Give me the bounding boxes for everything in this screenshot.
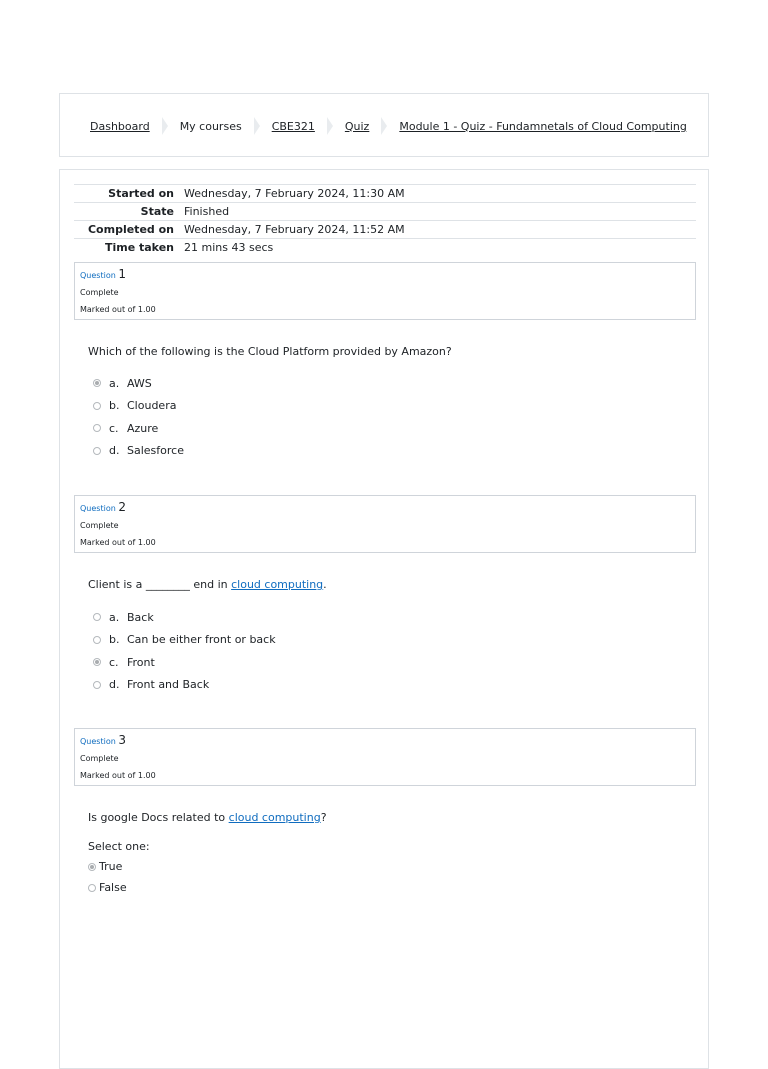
attempt-summary-table xyxy=(74,184,696,256)
answer-option[interactable]: a. AWS xyxy=(93,372,184,395)
answer-option[interactable]: a. Back xyxy=(93,606,276,629)
radio-icon[interactable] xyxy=(93,447,101,455)
answer-option-false[interactable]: False xyxy=(88,877,150,898)
radio-icon[interactable] xyxy=(93,636,101,644)
answer-option[interactable]: b. Cloudera xyxy=(93,395,184,418)
question-marked: Marked out of 1.00 xyxy=(80,305,156,314)
question-2-info xyxy=(74,495,696,553)
breadcrumb-card xyxy=(59,93,709,157)
question-3-text: Is google Docs related to cloud computing? xyxy=(88,811,327,824)
radio-icon[interactable] xyxy=(88,884,96,892)
summary-row-completed xyxy=(74,221,696,239)
select-one-label: Select one: xyxy=(88,840,150,853)
summary-row-started xyxy=(74,185,696,203)
breadcrumb-quiz-module[interactable]: Module 1 - Quiz - Fundamnetals of Cloud Computing xyxy=(399,119,687,133)
question-marked: Marked out of 1.00 xyxy=(80,538,156,547)
question-number: Question 3 xyxy=(80,733,126,747)
summary-value: Wednesday, 7 February 2024, 11:52 AM xyxy=(184,223,405,236)
answer-option[interactable]: b. Can be either front or back xyxy=(93,629,276,652)
breadcrumb-separator-icon xyxy=(162,117,168,135)
question-2-text: Client is a ________ end in cloud computing. xyxy=(88,578,327,591)
summary-value: Finished xyxy=(184,205,230,218)
answer-option-true[interactable]: True xyxy=(88,856,150,877)
question-status: Complete xyxy=(80,754,119,763)
question-status: Complete xyxy=(80,288,119,297)
quiz-review-card xyxy=(59,169,709,1069)
answer-option[interactable]: d. Front and Back xyxy=(93,674,276,697)
question-3-options xyxy=(88,840,150,898)
breadcrumb xyxy=(90,94,687,158)
summary-row-state xyxy=(74,203,696,221)
summary-label: Completed on xyxy=(87,223,174,236)
answer-option[interactable]: c. Azure xyxy=(93,417,184,440)
breadcrumb-my-courses: My courses xyxy=(179,119,242,133)
breadcrumb-quiz[interactable]: Quiz xyxy=(344,119,370,133)
answer-option[interactable]: c. Front xyxy=(93,651,276,674)
summary-label: State xyxy=(140,205,174,218)
radio-checked-icon[interactable] xyxy=(93,658,101,666)
summary-label: Started on xyxy=(108,187,174,200)
breadcrumb-separator-icon xyxy=(254,117,260,135)
question-1-options xyxy=(93,372,184,462)
breadcrumb-separator-icon xyxy=(327,117,333,135)
summary-label: Time taken xyxy=(104,241,174,254)
radio-checked-icon[interactable] xyxy=(93,379,101,387)
radio-icon[interactable] xyxy=(93,681,101,689)
breadcrumb-dashboard[interactable]: Dashboard xyxy=(90,119,150,133)
question-1-text: Which of the following is the Cloud Platform provided by Amazon? xyxy=(88,345,452,358)
cloud-computing-link[interactable]: cloud computing xyxy=(228,811,321,824)
question-number: Question 1 xyxy=(80,267,126,281)
radio-checked-icon[interactable] xyxy=(88,863,96,871)
cloud-computing-link[interactable]: cloud computing xyxy=(231,578,324,591)
radio-icon[interactable] xyxy=(93,613,101,621)
question-status: Complete xyxy=(80,521,119,530)
answer-option[interactable]: d. Salesforce xyxy=(93,440,184,463)
radio-icon[interactable] xyxy=(93,424,101,432)
breadcrumb-course[interactable]: CBE321 xyxy=(271,119,315,133)
summary-value: Wednesday, 7 February 2024, 11:30 AM xyxy=(184,187,405,200)
question-number: Question 2 xyxy=(80,500,126,514)
breadcrumb-separator-icon xyxy=(381,117,387,135)
question-2-options xyxy=(93,606,276,696)
summary-row-time-taken xyxy=(74,239,696,257)
summary-value: 21 mins 43 secs xyxy=(184,241,274,254)
question-1-info xyxy=(74,262,696,320)
question-3-info xyxy=(74,728,696,786)
radio-icon[interactable] xyxy=(93,402,101,410)
question-marked: Marked out of 1.00 xyxy=(80,771,156,780)
